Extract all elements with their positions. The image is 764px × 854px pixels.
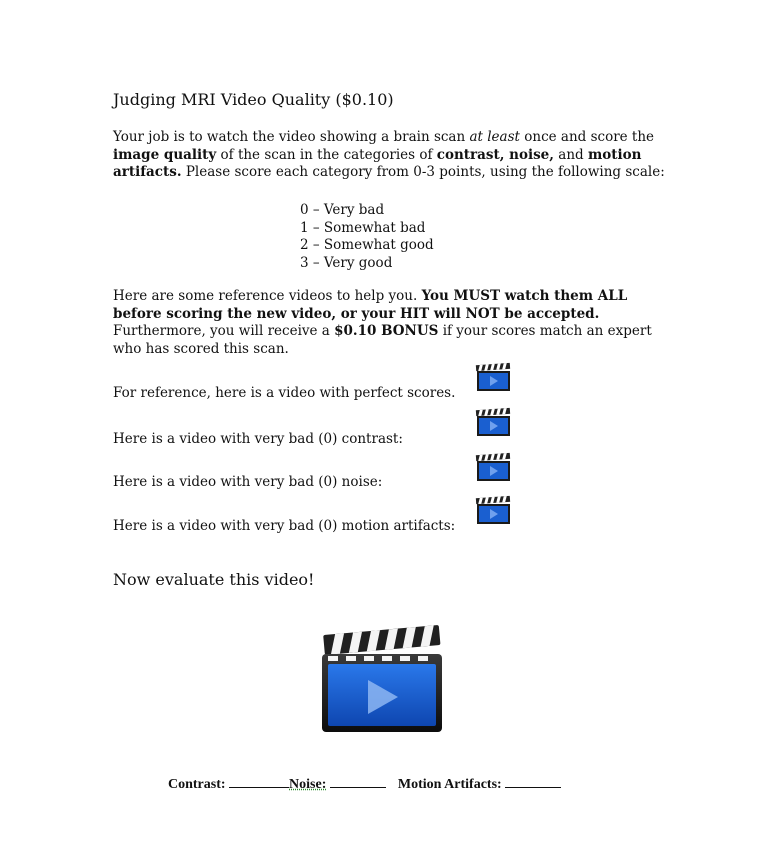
instructions-paragraph xyxy=(113,129,673,182)
instructions-text-4: and xyxy=(553,146,588,163)
scale-item-1: 1 – Somewhat bad xyxy=(300,219,426,236)
noise-input-line[interactable] xyxy=(330,775,386,788)
reference-bold-bonus: $0.10 BONUS xyxy=(334,323,439,339)
reference-label-contrast: Here is a video with very bad (0) contrast: xyxy=(113,431,403,447)
scale-item-3: 3 – Very good xyxy=(300,254,393,271)
page-title: Judging MRI Video Quality ($0.10) xyxy=(113,90,394,109)
instructions-bold-motion: motion artifacts. xyxy=(113,146,642,180)
motion-artifacts-input-line[interactable] xyxy=(505,775,561,788)
contrast-input-line[interactable] xyxy=(229,775,289,788)
scale-item-2: 2 – Somewhat good xyxy=(300,237,434,253)
reference-label-motion: Here is a video with very bad (0) motion artifacts: xyxy=(113,518,456,534)
noise-label: Noise: xyxy=(289,777,327,792)
instructions-text-3: of the scan in the categories of xyxy=(216,146,437,163)
instructions-emphasis: at least xyxy=(469,129,520,145)
scale-item-0: 0 – Very bad xyxy=(300,202,385,218)
reference-text-2: Furthermore, you will receive a xyxy=(113,323,335,339)
reference-instructions-paragraph xyxy=(113,288,673,358)
score-scale-list xyxy=(300,202,434,272)
video-clapperboard-icon[interactable] xyxy=(474,452,512,482)
video-clapperboard-icon[interactable] xyxy=(474,495,512,525)
reference-text-3: if your scores match an expert who has scored this scan. xyxy=(113,323,652,357)
reference-label-perfect: For reference, here is a video with perfect scores. xyxy=(113,385,456,401)
instructions-text-5: Please score each category from 0-3 points, using the following scale: xyxy=(181,164,665,180)
evaluate-heading: Now evaluate this video! xyxy=(113,570,315,589)
reference-label-noise: Here is a video with very bad (0) noise: xyxy=(113,474,383,490)
video-clapperboard-icon[interactable] xyxy=(474,407,512,437)
reference-text-1: Here are some reference videos to help you. xyxy=(113,288,422,304)
score-fields-row xyxy=(168,775,561,793)
reference-bold-warning: You MUST watch them ALL before scoring the new video, or your HIT will NOT be accepted. xyxy=(113,288,628,322)
contrast-label: Contrast: xyxy=(168,777,230,792)
motion-artifacts-label: Motion Artifacts: xyxy=(397,777,506,792)
instructions-bold-image-quality: image quality xyxy=(113,146,217,163)
instructions-text-2: once and score the xyxy=(519,129,655,145)
video-clapperboard-play-icon[interactable] xyxy=(318,622,446,734)
video-clapperboard-icon[interactable] xyxy=(474,362,512,392)
instructions-text-1: Your job is to watch the video showing a brain scan xyxy=(113,129,470,145)
instructions-bold-categories: contrast, noise, xyxy=(436,146,554,163)
